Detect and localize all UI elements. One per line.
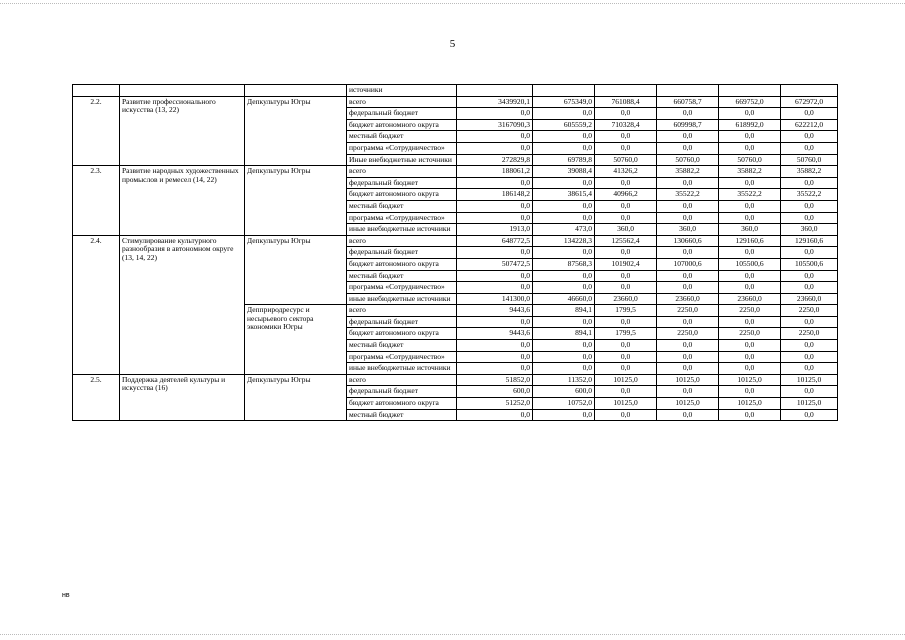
funding-source-cell: источники — [347, 85, 457, 97]
funding-source-cell: бюджет автономного округа — [347, 189, 457, 201]
amount-cell: 0,0 — [657, 212, 719, 224]
amount-cell: 23660,0 — [595, 293, 657, 305]
funding-source-cell: Иные внебюджетные источники — [347, 154, 457, 166]
amount-cell: 473,0 — [533, 224, 595, 236]
executor-cell: Депкультуры Югры — [245, 166, 347, 236]
amount-cell: 141300,0 — [457, 293, 533, 305]
section-title — [120, 85, 245, 97]
amount-cell: 23660,0 — [719, 293, 781, 305]
amount-cell: 0,0 — [657, 351, 719, 363]
amount-cell: 0,0 — [595, 212, 657, 224]
amount-cell: 10125,0 — [781, 398, 838, 410]
amount-cell: 51252,0 — [457, 398, 533, 410]
amount-cell: 0,0 — [533, 409, 595, 421]
amount-cell: 605559,2 — [533, 119, 595, 131]
amount-cell: 675349,0 — [533, 96, 595, 108]
amount-cell: 894,1 — [533, 305, 595, 317]
funding-source-cell: всего — [347, 305, 457, 317]
amount-cell: 50760,0 — [657, 154, 719, 166]
amount-cell — [781, 85, 838, 97]
table-row — [73, 85, 838, 97]
amount-cell: 0,0 — [781, 363, 838, 375]
amount-cell: 0,0 — [781, 282, 838, 294]
amount-cell: 618992,0 — [719, 119, 781, 131]
amount-cell: 3167090,3 — [457, 119, 533, 131]
amount-cell: 0,0 — [457, 409, 533, 421]
amount-cell: 107000,6 — [657, 258, 719, 270]
funding-source-cell: иные внебюджетные источники — [347, 293, 457, 305]
section-number: 2.3. — [73, 166, 120, 236]
funding-source-cell: всего — [347, 166, 457, 178]
amount-cell: 0,0 — [657, 131, 719, 143]
section-title: Стимулирование культурного разнообразия в автономном округе (13, 14, 22) — [120, 235, 245, 374]
amount-cell: 0,0 — [533, 142, 595, 154]
amount-cell: 0,0 — [533, 247, 595, 259]
amount-cell: 0,0 — [533, 316, 595, 328]
amount-cell: 23660,0 — [781, 293, 838, 305]
amount-cell: 648772,5 — [457, 235, 533, 247]
amount-cell: 0,0 — [657, 386, 719, 398]
amount-cell: 35522,2 — [657, 189, 719, 201]
amount-cell: 710328,4 — [595, 119, 657, 131]
scan-edge-bottom — [0, 634, 905, 635]
amount-cell: 0,0 — [719, 247, 781, 259]
amount-cell: 0,0 — [657, 409, 719, 421]
amount-cell — [719, 85, 781, 97]
amount-cell: 0,0 — [595, 270, 657, 282]
amount-cell: 0,0 — [595, 142, 657, 154]
funding-source-cell: федеральный бюджет — [347, 247, 457, 259]
amount-cell: 0,0 — [781, 212, 838, 224]
amount-cell: 0,0 — [657, 108, 719, 120]
amount-cell: 2250,0 — [719, 328, 781, 340]
amount-cell: 10125,0 — [719, 398, 781, 410]
amount-cell: 10125,0 — [719, 374, 781, 386]
funding-source-cell: бюджет автономного округа — [347, 258, 457, 270]
section-title: Развитие профессионального искусства (13, 22) — [120, 96, 245, 166]
amount-cell: 0,0 — [719, 200, 781, 212]
amount-cell: 507472,5 — [457, 258, 533, 270]
funding-source-cell: программа «Сотрудничество» — [347, 212, 457, 224]
amount-cell: 0,0 — [657, 247, 719, 259]
amount-cell: 0,0 — [595, 108, 657, 120]
section-number: 2.4. — [73, 235, 120, 374]
amount-cell: 0,0 — [457, 247, 533, 259]
funding-source-cell: местный бюджет — [347, 340, 457, 352]
amount-cell: 0,0 — [719, 363, 781, 375]
funding-source-cell: местный бюджет — [347, 200, 457, 212]
section-number — [73, 85, 120, 97]
amount-cell: 1799,5 — [595, 328, 657, 340]
amount-cell: 0,0 — [457, 363, 533, 375]
amount-cell: 0,0 — [595, 340, 657, 352]
amount-cell: 2250,0 — [781, 305, 838, 317]
amount-cell: 0,0 — [657, 200, 719, 212]
amount-cell: 0,0 — [533, 212, 595, 224]
amount-cell: 660758,7 — [657, 96, 719, 108]
amount-cell: 35882,2 — [719, 166, 781, 178]
amount-cell: 0,0 — [457, 177, 533, 189]
section-title: Развитие народных художественных промыслов и ремесел (14, 22) — [120, 166, 245, 236]
funding-source-cell: федеральный бюджет — [347, 316, 457, 328]
funding-table — [72, 84, 838, 421]
amount-cell: 0,0 — [595, 409, 657, 421]
funding-source-cell: федеральный бюджет — [347, 108, 457, 120]
amount-cell: 360,0 — [719, 224, 781, 236]
amount-cell: 0,0 — [595, 282, 657, 294]
executor-cell: Депкультуры Югры — [245, 96, 347, 166]
funding-source-cell: программа «Сотрудничество» — [347, 142, 457, 154]
amount-cell: 0,0 — [719, 212, 781, 224]
funding-source-cell: всего — [347, 96, 457, 108]
amount-cell: 105500,6 — [781, 258, 838, 270]
funding-source-cell: иные внебюджетные источники — [347, 224, 457, 236]
amount-cell: 0,0 — [781, 142, 838, 154]
amount-cell: 0,0 — [781, 340, 838, 352]
section-title: Поддержка деятелей культуры и искусства (16) — [120, 374, 245, 420]
amount-cell: 0,0 — [533, 177, 595, 189]
amount-cell: 600,0 — [457, 386, 533, 398]
amount-cell: 10125,0 — [657, 374, 719, 386]
amount-cell: 0,0 — [595, 131, 657, 143]
amount-cell: 0,0 — [719, 108, 781, 120]
amount-cell: 39088,4 — [533, 166, 595, 178]
amount-cell: 622212,0 — [781, 119, 838, 131]
amount-cell: 0,0 — [533, 340, 595, 352]
amount-cell: 0,0 — [533, 351, 595, 363]
amount-cell: 9443,6 — [457, 305, 533, 317]
table-row — [73, 374, 838, 386]
amount-cell: 0,0 — [781, 131, 838, 143]
amount-cell: 50760,0 — [719, 154, 781, 166]
amount-cell: 0,0 — [533, 108, 595, 120]
funding-source-cell: иные внебюджетные источники — [347, 363, 457, 375]
amount-cell — [595, 85, 657, 97]
amount-cell: 10125,0 — [657, 398, 719, 410]
amount-cell: 360,0 — [781, 224, 838, 236]
funding-source-cell: федеральный бюджет — [347, 386, 457, 398]
amount-cell: 0,0 — [719, 177, 781, 189]
amount-cell — [657, 85, 719, 97]
amount-cell: 38615,4 — [533, 189, 595, 201]
amount-cell: 0,0 — [457, 316, 533, 328]
amount-cell: 0,0 — [719, 386, 781, 398]
table-row — [73, 166, 838, 178]
amount-cell: 35882,2 — [781, 166, 838, 178]
amount-cell: 50760,0 — [781, 154, 838, 166]
amount-cell: 51852,0 — [457, 374, 533, 386]
amount-cell: 672972,0 — [781, 96, 838, 108]
amount-cell: 0,0 — [533, 270, 595, 282]
executor-cell: Депкультуры Югры — [245, 374, 347, 420]
amount-cell: 0,0 — [533, 200, 595, 212]
page-number: 5 — [449, 38, 456, 50]
amount-cell: 0,0 — [595, 247, 657, 259]
executor-cell: Депкультуры Югры — [245, 235, 347, 305]
amount-cell: 1799,5 — [595, 305, 657, 317]
amount-cell: 272829,8 — [457, 154, 533, 166]
amount-cell: 0,0 — [657, 177, 719, 189]
amount-cell: 0,0 — [781, 270, 838, 282]
amount-cell: 69789,8 — [533, 154, 595, 166]
amount-cell: 0,0 — [595, 316, 657, 328]
amount-cell: 9443,6 — [457, 328, 533, 340]
amount-cell: 0,0 — [657, 282, 719, 294]
amount-cell: 0,0 — [781, 351, 838, 363]
amount-cell: 35522,2 — [719, 189, 781, 201]
funding-source-cell: бюджет автономного округа — [347, 398, 457, 410]
scan-edge-top — [0, 3, 905, 4]
amount-cell: 0,0 — [781, 200, 838, 212]
amount-cell: 0,0 — [781, 386, 838, 398]
amount-cell: 669752,0 — [719, 96, 781, 108]
amount-cell: 0,0 — [533, 131, 595, 143]
amount-cell: 11352,0 — [533, 374, 595, 386]
amount-cell: 0,0 — [457, 200, 533, 212]
funding-source-cell: всего — [347, 235, 457, 247]
funding-source-cell: программа «Сотрудничество» — [347, 282, 457, 294]
amount-cell: 101902,4 — [595, 258, 657, 270]
amount-cell: 894,1 — [533, 328, 595, 340]
funding-source-cell: местный бюджет — [347, 409, 457, 421]
amount-cell: 0,0 — [595, 386, 657, 398]
amount-cell: 0,0 — [533, 363, 595, 375]
amount-cell: 3439920,1 — [457, 96, 533, 108]
table-row — [73, 96, 838, 108]
amount-cell: 0,0 — [457, 142, 533, 154]
amount-cell: 0,0 — [781, 409, 838, 421]
amount-cell: 2250,0 — [657, 305, 719, 317]
amount-cell: 0,0 — [657, 142, 719, 154]
amount-cell: 761088,4 — [595, 96, 657, 108]
footer-mark: нв — [62, 592, 70, 599]
amount-cell: 0,0 — [595, 200, 657, 212]
amount-cell: 10752,0 — [533, 398, 595, 410]
amount-cell: 188061,2 — [457, 166, 533, 178]
amount-cell: 23660,0 — [657, 293, 719, 305]
amount-cell: 360,0 — [595, 224, 657, 236]
amount-cell: 0,0 — [457, 270, 533, 282]
amount-cell — [457, 85, 533, 97]
amount-cell: 10125,0 — [595, 374, 657, 386]
amount-cell: 10125,0 — [781, 374, 838, 386]
amount-cell: 2250,0 — [781, 328, 838, 340]
amount-cell: 105500,6 — [719, 258, 781, 270]
amount-cell: 0,0 — [719, 131, 781, 143]
amount-cell: 10125,0 — [595, 398, 657, 410]
amount-cell: 0,0 — [595, 363, 657, 375]
amount-cell: 0,0 — [595, 351, 657, 363]
amount-cell: 0,0 — [781, 247, 838, 259]
executor-cell — [245, 85, 347, 97]
amount-cell: 35522,2 — [781, 189, 838, 201]
amount-cell: 360,0 — [657, 224, 719, 236]
amount-cell: 1913,0 — [457, 224, 533, 236]
amount-cell — [533, 85, 595, 97]
amount-cell: 0,0 — [657, 363, 719, 375]
amount-cell: 0,0 — [457, 108, 533, 120]
funding-source-cell: местный бюджет — [347, 270, 457, 282]
amount-cell: 2250,0 — [719, 305, 781, 317]
section-number: 2.5. — [73, 374, 120, 420]
amount-cell: 0,0 — [719, 142, 781, 154]
amount-cell: 2250,0 — [657, 328, 719, 340]
amount-cell: 40966,2 — [595, 189, 657, 201]
amount-cell: 0,0 — [781, 316, 838, 328]
amount-cell: 0,0 — [719, 270, 781, 282]
amount-cell: 129160,6 — [719, 235, 781, 247]
funding-source-cell: бюджет автономного округа — [347, 328, 457, 340]
amount-cell: 41326,2 — [595, 166, 657, 178]
amount-cell: 600,0 — [533, 386, 595, 398]
amount-cell: 0,0 — [595, 177, 657, 189]
amount-cell: 0,0 — [457, 351, 533, 363]
funding-source-cell: федеральный бюджет — [347, 177, 457, 189]
funding-source-cell: местный бюджет — [347, 131, 457, 143]
amount-cell: 0,0 — [657, 270, 719, 282]
amount-cell: 0,0 — [457, 212, 533, 224]
amount-cell: 0,0 — [781, 108, 838, 120]
amount-cell: 46660,0 — [533, 293, 595, 305]
section-number: 2.2. — [73, 96, 120, 166]
funding-source-cell: программа «Сотрудничество» — [347, 351, 457, 363]
amount-cell: 609998,7 — [657, 119, 719, 131]
funding-source-cell: всего — [347, 374, 457, 386]
funding-source-cell: бюджет автономного округа — [347, 119, 457, 131]
amount-cell: 0,0 — [719, 316, 781, 328]
executor-cell: Депприродресурс и несырьевого сектора экономики Югры — [245, 305, 347, 375]
amount-cell: 0,0 — [657, 316, 719, 328]
table-row — [73, 235, 838, 247]
amount-cell: 0,0 — [719, 351, 781, 363]
amount-cell: 129160,6 — [781, 235, 838, 247]
amount-cell: 134228,3 — [533, 235, 595, 247]
amount-cell: 35882,2 — [657, 166, 719, 178]
amount-cell: 0,0 — [719, 340, 781, 352]
amount-cell: 0,0 — [719, 282, 781, 294]
amount-cell: 50760,0 — [595, 154, 657, 166]
amount-cell: 186148,2 — [457, 189, 533, 201]
amount-cell: 130660,6 — [657, 235, 719, 247]
amount-cell: 0,0 — [457, 340, 533, 352]
amount-cell: 87568,3 — [533, 258, 595, 270]
amount-cell: 125562,4 — [595, 235, 657, 247]
amount-cell: 0,0 — [657, 340, 719, 352]
amount-cell: 0,0 — [533, 282, 595, 294]
amount-cell: 0,0 — [719, 409, 781, 421]
amount-cell: 0,0 — [781, 177, 838, 189]
amount-cell: 0,0 — [457, 282, 533, 294]
amount-cell: 0,0 — [457, 131, 533, 143]
